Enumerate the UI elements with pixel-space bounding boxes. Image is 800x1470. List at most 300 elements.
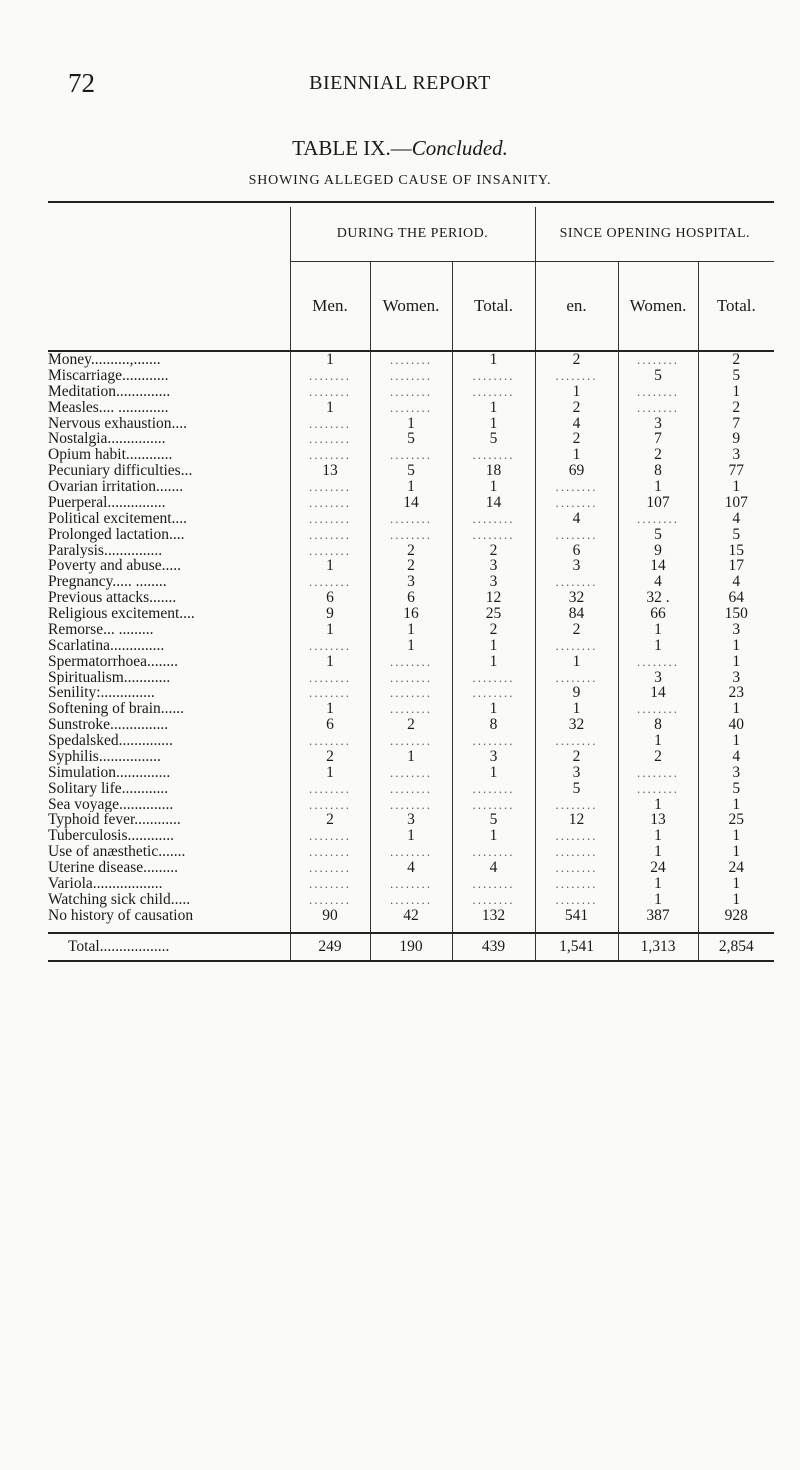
row-value: 1 [290,765,370,781]
table-title-prefix: TABLE IX.— [292,136,412,160]
row-value: 4 [535,416,618,432]
row-value: 1 [452,351,535,368]
column-header-men: Men. [290,262,370,352]
row-value: 2 [370,558,452,574]
row-value: ........ [535,844,618,860]
row-value: 32 . [618,590,698,606]
row-value: 1 [535,654,618,670]
row-value: 4 [618,574,698,590]
row-value: ........ [370,447,452,463]
table-row [48,749,774,765]
row-value: ........ [290,638,370,654]
row-value: 8 [618,463,698,479]
row-value: 1 [452,400,535,416]
row-value: 1 [290,351,370,368]
table-row [48,479,774,495]
row-value: 17 [698,558,774,574]
row-value: 1 [698,844,774,860]
table-row [48,590,774,606]
row-value: 18 [452,463,535,479]
row-label: Spermatorrhoea........ [48,653,178,670]
row-value: 1 [618,622,698,638]
row-value: ........ [535,670,618,686]
row-label: Uterine disease......... [48,860,178,876]
row-value: 3 [535,558,618,574]
row-value: 8 [618,717,698,733]
row-value: 1 [698,479,774,495]
row-value: ........ [370,701,452,717]
row-value: ........ [618,384,698,400]
row-value: ........ [535,479,618,495]
row-value: ........ [290,574,370,590]
row-value: 107 [618,495,698,511]
group-header-period: DURING THE PERIOD. [290,207,535,262]
row-value: ........ [370,781,452,797]
table-row [48,765,774,781]
table-row [48,701,774,717]
row-label: Nostalgia............... [48,431,166,448]
row-value: 2 [535,400,618,416]
total-value: 2,854 [698,933,774,961]
row-value: ........ [370,765,452,781]
row-value: ........ [290,797,370,813]
table-row [48,638,774,654]
total-value: 1,541 [535,933,618,961]
table-row [48,670,774,686]
row-label: Political excitement.... [48,510,188,527]
row-value: ........ [290,892,370,908]
row-value: 1 [370,622,452,638]
row-value: 3 [452,574,535,590]
table-row [48,812,774,828]
row-value: 1 [452,638,535,654]
row-label: Nervous exhaustion.... [48,415,188,432]
row-value: 928 [698,908,774,933]
total-row [48,933,774,961]
row-value: 1 [618,828,698,844]
row-value: 24 [618,860,698,876]
row-value: ........ [535,892,618,908]
row-value: ........ [452,781,535,797]
row-value: 2 [290,749,370,765]
row-value: ........ [452,447,535,463]
row-label: Poverty and abuse..... [48,558,182,575]
row-value: 1 [452,701,535,717]
row-value: 25 [698,812,774,828]
row-value: ........ [618,781,698,797]
row-value: 2 [535,431,618,447]
row-value: 64 [698,590,774,606]
row-label: Tuberculosis............ [48,828,175,845]
row-label: Spedalsked.............. [48,733,173,749]
header-blank [48,207,290,262]
row-value: 3 [370,812,452,828]
row-value: 4 [535,511,618,527]
row-value: 1 [290,622,370,638]
row-value: ........ [290,876,370,892]
row-value: ........ [618,654,698,670]
row-value: ........ [370,368,452,384]
row-value: 1 [698,654,774,670]
row-value: ........ [290,733,370,749]
row-value: ........ [535,495,618,511]
group-header-since-opening: SINCE OPENING HOSPITAL. [535,207,774,262]
row-value: 90 [290,908,370,933]
row-value: 3 [535,765,618,781]
row-label: Sunstroke............... [48,717,169,733]
row-label: Softening of brain...... [48,701,185,718]
row-value: 541 [535,908,618,933]
row-value: 1 [452,479,535,495]
row-value: 2 [618,447,698,463]
table-row [48,844,774,860]
row-value: 4 [452,860,535,876]
row-label: Pregnancy..... ........ [48,574,167,591]
row-value: 9 [535,685,618,701]
row-label: Pecuniary difficulties... [48,463,193,479]
row-value: 1 [452,765,535,781]
column-header-women-since: Women. [618,262,698,352]
row-value: ........ [290,685,370,701]
row-value: 1 [698,828,774,844]
row-value: 1 [618,844,698,860]
row-value: 14 [618,558,698,574]
row-value: 84 [535,606,618,622]
column-header-men-since: en. [535,262,618,352]
row-value: 5 [452,812,535,828]
row-value: ........ [370,892,452,908]
row-value: 6 [290,590,370,606]
row-value: 1 [698,733,774,749]
row-value: 2 [535,351,618,368]
row-value: 6 [370,590,452,606]
column-header-women: Women. [370,262,452,352]
row-value: 1 [618,733,698,749]
row-label: Use of anæsthetic....... [48,844,186,860]
row-value: ........ [535,828,618,844]
row-value: 6 [290,717,370,733]
row-label: Remorse... ......... [48,621,154,638]
table-row [48,733,774,749]
row-value: 4 [698,511,774,527]
row-value: 3 [618,416,698,432]
row-value: ........ [370,733,452,749]
row-value: 32 [535,717,618,733]
row-value: 5 [535,781,618,797]
row-value: 7 [618,431,698,447]
row-value: 1 [452,828,535,844]
row-value: ........ [290,511,370,527]
row-value: 2 [452,622,535,638]
row-label: Money..........,....... [48,351,161,368]
row-value: 3 [698,622,774,638]
total-value: 190 [370,933,452,961]
row-value: 9 [698,431,774,447]
row-value: 13 [618,812,698,828]
row-value: ........ [290,781,370,797]
row-value: 14 [618,685,698,701]
row-label: Ovarian irritation....... [48,479,184,495]
total-label: Total.................. [48,933,290,961]
row-value: ........ [290,844,370,860]
row-value: 2 [535,749,618,765]
table-title [0,136,800,161]
row-value: 1 [698,797,774,813]
table-row [48,543,774,559]
row-value: 5 [618,368,698,384]
row-value: ........ [370,654,452,670]
row-value: 5 [698,527,774,543]
total-value: 1,313 [618,933,698,961]
row-value: ........ [452,733,535,749]
row-value: 32 [535,590,618,606]
row-value: 5 [698,368,774,384]
table-row [48,606,774,622]
row-value: 1 [290,654,370,670]
row-value: ........ [370,876,452,892]
row-value: ........ [535,797,618,813]
row-value: 77 [698,463,774,479]
row-value: ........ [452,685,535,701]
row-label: Measles.... ............. [48,399,169,416]
row-value: 2 [370,717,452,733]
table-row [48,431,774,447]
table-row [48,654,774,670]
top-rule [48,201,774,203]
row-value: 66 [618,606,698,622]
row-value: ........ [290,670,370,686]
row-label: Previous attacks....... [48,590,177,606]
row-value: ........ [290,431,370,447]
row-value: ........ [452,368,535,384]
row-value: 12 [452,590,535,606]
subheader-blank [48,262,290,352]
row-label: Prolonged lactation.... [48,526,185,543]
row-value: ........ [535,733,618,749]
row-value: 2 [452,543,535,559]
row-label: Sea voyage.............. [48,796,174,813]
row-value: 9 [618,543,698,559]
row-value: ........ [452,384,535,400]
table-row [48,416,774,432]
row-value: 40 [698,717,774,733]
row-value: 7 [698,416,774,432]
row-value: 1 [698,384,774,400]
row-label: Meditation.............. [48,383,171,400]
row-value: 1 [370,416,452,432]
row-value: 2 [290,812,370,828]
row-value: ........ [370,670,452,686]
row-value: ........ [618,511,698,527]
total-value: 249 [290,933,370,961]
row-value: ........ [290,368,370,384]
row-value: 25 [452,606,535,622]
row-value: 1 [290,400,370,416]
row-value: 150 [698,606,774,622]
row-value: 2 [618,749,698,765]
row-value: ........ [535,876,618,892]
row-value: 1 [370,749,452,765]
row-value: ........ [370,844,452,860]
row-value: 1 [290,701,370,717]
row-value: 107 [698,495,774,511]
row-value: ........ [370,351,452,368]
table-row [48,368,774,384]
row-value: ........ [618,765,698,781]
row-value: ........ [370,685,452,701]
row-value: 14 [370,495,452,511]
row-label: Puerperal............... [48,494,166,511]
row-value: ........ [290,384,370,400]
row-value: ........ [535,368,618,384]
row-value: 13 [290,463,370,479]
row-value: 3 [698,670,774,686]
row-value: ........ [535,638,618,654]
table-row [48,892,774,908]
column-header-total-since: Total. [698,262,774,352]
row-value: 2 [370,543,452,559]
row-value: ........ [290,495,370,511]
row-value: ........ [618,400,698,416]
row-label: Scarlatina.............. [48,637,165,654]
row-value: 1 [370,828,452,844]
row-value: 42 [370,908,452,933]
row-label: Typhoid fever............ [48,812,181,829]
row-value: ........ [370,527,452,543]
row-value: 1 [698,876,774,892]
row-value: 5 [452,431,535,447]
row-value: 1 [535,701,618,717]
row-value: ........ [452,844,535,860]
row-value: 3 [452,558,535,574]
insanity-cause-table [48,207,774,962]
row-value: ........ [290,416,370,432]
row-value: 1 [452,654,535,670]
table-row [48,828,774,844]
row-label: Simulation.............. [48,764,171,781]
row-value: ........ [370,400,452,416]
row-value: ........ [290,479,370,495]
table-row [48,860,774,876]
row-value: 1 [618,876,698,892]
row-label: Solitary life............ [48,780,169,797]
page-header [0,68,800,98]
row-value: 1 [618,638,698,654]
row-value: 1 [290,558,370,574]
table-row [48,908,774,933]
row-value: 23 [698,685,774,701]
row-label: Watching sick child..... [48,891,191,908]
row-value: 1 [698,638,774,654]
row-value: 1 [370,638,452,654]
table-subtitle: SHOWING ALLEGED CAUSE OF INSANITY. [248,173,552,188]
row-value: ........ [618,701,698,717]
row-value: 4 [370,860,452,876]
row-value: 1 [698,892,774,908]
row-value: ........ [290,860,370,876]
table-row [48,463,774,479]
row-value: 1 [535,447,618,463]
row-value: 2 [698,400,774,416]
row-value: ........ [452,511,535,527]
row-value: ........ [370,511,452,527]
row-label: No history of causation [48,907,194,924]
table-row [48,781,774,797]
row-value: ........ [535,527,618,543]
row-value: 6 [535,543,618,559]
row-label: Syphilis................ [48,748,161,765]
row-value: 3 [452,749,535,765]
row-value: 2 [535,622,618,638]
row-value: ........ [290,447,370,463]
row-value: ........ [452,527,535,543]
row-value: 9 [290,606,370,622]
row-value: 3 [370,574,452,590]
row-value: 1 [452,416,535,432]
row-value: ........ [452,892,535,908]
row-value: 5 [698,781,774,797]
table-row [48,400,774,416]
row-label: Paralysis............... [48,542,163,559]
row-value: 8 [452,717,535,733]
table-row [48,717,774,733]
column-header-total: Total. [452,262,535,352]
row-value: 24 [698,860,774,876]
table-row [48,876,774,892]
table-row [48,495,774,511]
row-value: 1 [618,797,698,813]
row-label: Senility:.............. [48,685,155,702]
row-value: ........ [535,574,618,590]
row-value: 3 [698,765,774,781]
table-row [48,574,774,590]
row-value: 1 [370,479,452,495]
table-row [48,558,774,574]
row-value: ........ [290,828,370,844]
row-value: 4 [698,574,774,590]
row-value: ........ [452,797,535,813]
row-value: 1 [618,479,698,495]
table-row [48,685,774,701]
row-value: 16 [370,606,452,622]
row-value: 3 [698,447,774,463]
table-body [48,351,774,961]
row-value: ........ [290,543,370,559]
row-label: Variola.................. [48,875,163,892]
row-value: 5 [370,431,452,447]
table-row [48,351,774,368]
row-value: 5 [618,527,698,543]
row-value: ........ [535,860,618,876]
total-value: 439 [452,933,535,961]
row-value: ........ [618,351,698,368]
row-label: Miscarriage............ [48,367,169,384]
report-title: BIENNIAL REPORT [309,72,491,94]
row-value: 12 [535,812,618,828]
row-value: 5 [370,463,452,479]
table-row [48,384,774,400]
row-label: Religious excitement.... [48,606,195,622]
table-title-suffix: Concluded. [411,136,508,160]
row-value: 132 [452,908,535,933]
row-value: 1 [618,892,698,908]
row-value: 387 [618,908,698,933]
row-value: 69 [535,463,618,479]
table-row [48,622,774,638]
page-number: 72 [68,68,95,98]
row-value: 15 [698,543,774,559]
row-value: ........ [452,670,535,686]
